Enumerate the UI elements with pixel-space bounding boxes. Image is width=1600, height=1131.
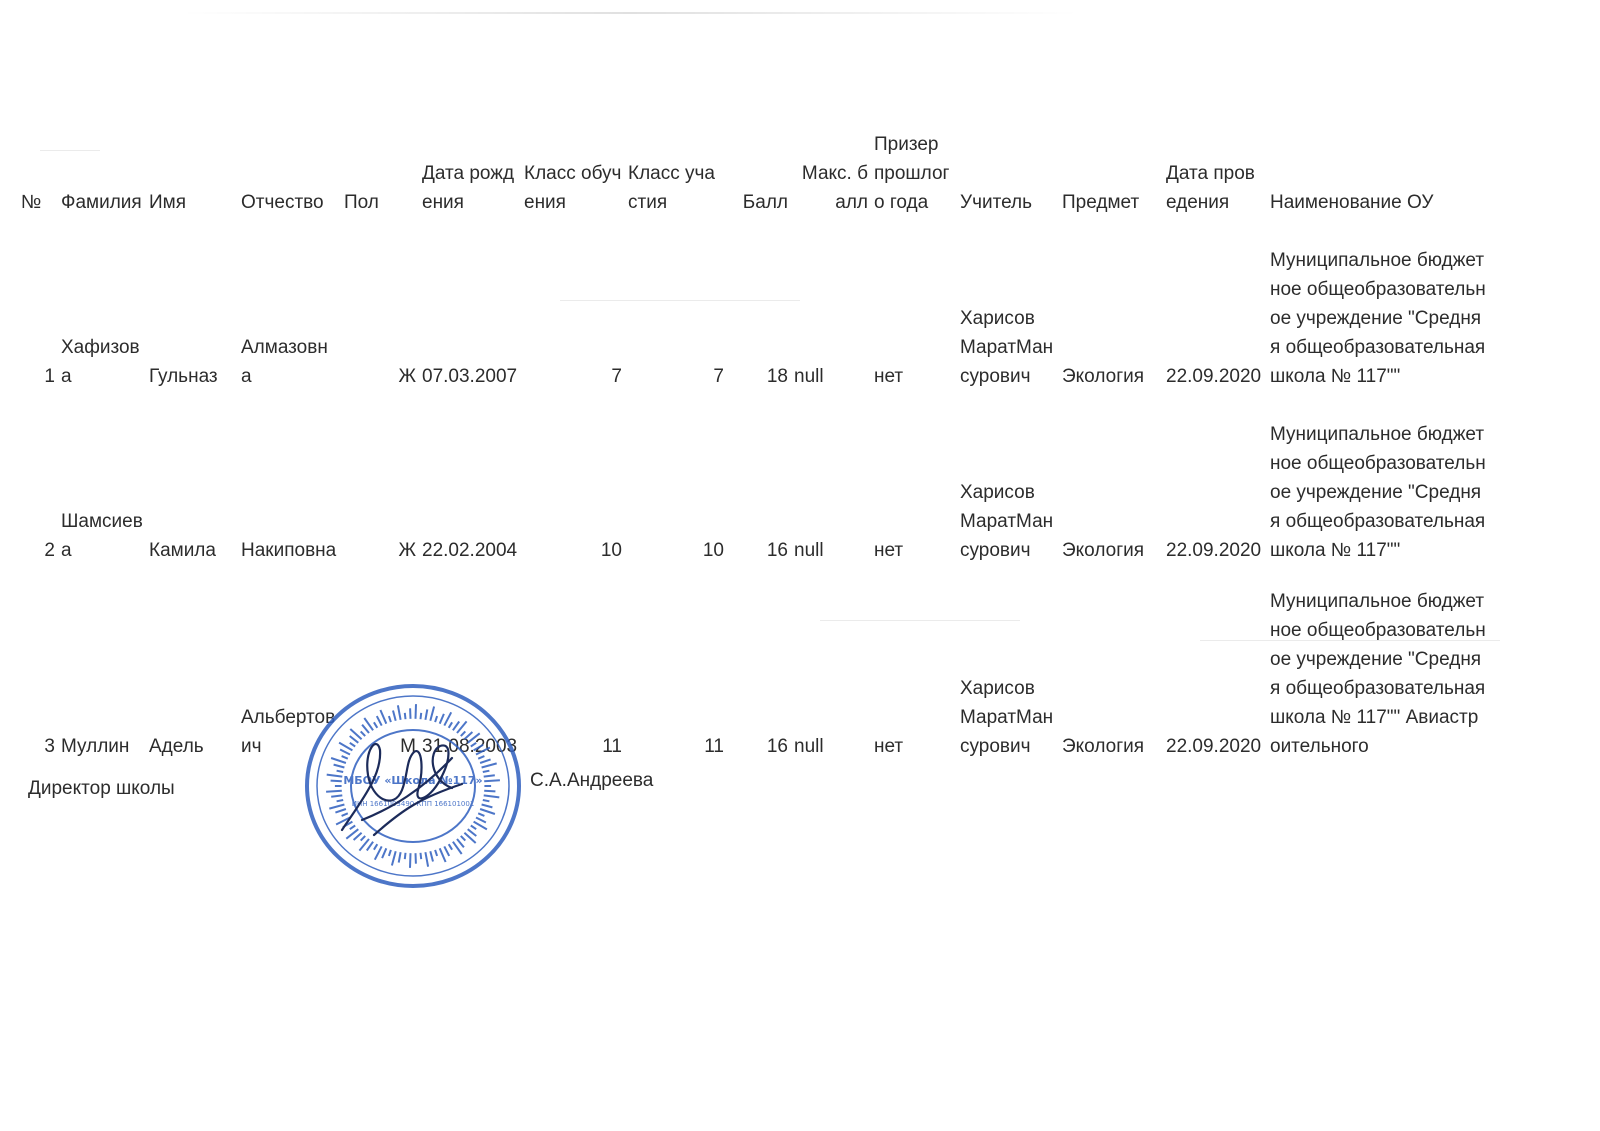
- table-header-row: [18, 130, 1491, 217]
- cell-subject: Экология: [1062, 366, 1145, 387]
- cell-date: 22.09.2020: [1166, 540, 1262, 561]
- seal-letter-mark: [361, 731, 366, 736]
- seal-letter-mark: [461, 731, 466, 736]
- seal-letter-mark: [331, 795, 342, 796]
- cell-teacher: Харисов МаратМансурович: [960, 308, 1054, 387]
- seal-letter-mark: [337, 771, 344, 772]
- cell-surname: Муллин: [61, 736, 130, 757]
- seal-letter-mark: [457, 839, 464, 847]
- seal-letter-mark: [389, 716, 391, 722]
- director-role-label: Директор школы: [28, 778, 175, 799]
- seal-letter-mark: [377, 716, 382, 726]
- cell-date: 22.09.2020: [1166, 736, 1262, 757]
- cell-number: 1: [44, 366, 55, 387]
- seal-letter-mark: [367, 842, 373, 851]
- seal-letter-mark: [478, 813, 484, 816]
- cell-score: 18: [766, 366, 788, 387]
- cell-participation-class: 7: [713, 366, 724, 387]
- seal-letter-mark: [326, 791, 342, 792]
- cell-teacher: Харисов МаратМансурович: [960, 482, 1054, 561]
- school-seal-stamp: [302, 680, 524, 892]
- seal-letter-mark: [382, 848, 386, 858]
- seal-letter-mark: [480, 759, 491, 763]
- seal-letter-mark: [380, 710, 386, 724]
- cell-max-score: null: [794, 366, 824, 387]
- seal-center-text: МБОУ «Школа №117»: [343, 774, 483, 787]
- cell-sex: Ж: [398, 366, 416, 387]
- cell-number: 3: [44, 736, 55, 757]
- cell-max-score: null: [794, 736, 824, 757]
- seal-letter-mark: [468, 829, 477, 836]
- seal-letter-mark: [361, 836, 366, 841]
- cell-last-year-winner: нет: [874, 540, 904, 561]
- director-name: С.А.Андреева: [530, 770, 654, 791]
- col-header-teacher: Учитель: [960, 192, 1032, 213]
- col-header-participation-class: Класс участия: [628, 163, 715, 213]
- cell-surname: Шамсиева: [61, 511, 143, 561]
- table-row: [18, 391, 1491, 565]
- cell-birthdate: 22.02.2004: [422, 540, 518, 561]
- cell-number: 2: [44, 540, 55, 561]
- col-header-patronymic: Отчество: [241, 192, 324, 213]
- seal-letter-mark: [425, 852, 428, 867]
- seal-letter-mark: [362, 725, 369, 733]
- seal-letter-mark: [430, 707, 434, 721]
- cell-participation-class: 11: [704, 736, 724, 757]
- cell-school: Муниципальное бюджетное общеобразовательное учреждение "Средняя общеобразовательная школа № 117"" Авиастроительного: [1270, 591, 1486, 757]
- seal-letter-mark: [393, 711, 396, 721]
- seal-letter-mark: [340, 750, 350, 755]
- col-header-score: Балл: [742, 192, 788, 213]
- cell-name: Адель: [149, 736, 204, 757]
- seal-letter-mark: [483, 771, 490, 772]
- cell-study-class: 7: [611, 366, 622, 387]
- seal-letter-mark: [483, 800, 490, 801]
- seal-letter-mark: [440, 848, 446, 862]
- cell-score: 16: [766, 540, 788, 561]
- cell-sex: Ж: [398, 540, 416, 561]
- seal-letter-mark: [398, 705, 401, 720]
- seal-letter-mark: [461, 836, 466, 841]
- seal-letter-mark: [484, 791, 495, 792]
- col-header-date: Дата проведения: [1166, 163, 1255, 213]
- seal-letter-mark: [331, 781, 342, 782]
- cell-subject: Экология: [1062, 540, 1145, 561]
- seal-letter-mark: [410, 853, 411, 868]
- seal-letter-mark: [425, 709, 427, 719]
- seal-letter-mark: [478, 756, 484, 759]
- seal-letter-mark: [430, 851, 433, 861]
- seal-letter-mark: [435, 850, 437, 856]
- seal-letter-mark: [342, 756, 348, 759]
- seal-letter-mark: [350, 743, 355, 747]
- cell-sex: М: [400, 736, 416, 757]
- cell-last-year-winner: нет: [874, 366, 904, 387]
- seal-letter-mark: [482, 763, 497, 767]
- cell-score: 16: [766, 736, 788, 757]
- seal-letter-mark: [399, 852, 401, 862]
- table-row: [18, 565, 1491, 761]
- cell-name: Камила: [149, 540, 216, 561]
- col-header-surname: Фамилия: [61, 192, 142, 213]
- scan-artifact-line: [180, 12, 1080, 14]
- seal-letter-mark: [476, 818, 486, 823]
- seal-letter-mark: [421, 713, 422, 719]
- seal-letter-mark: [440, 714, 444, 724]
- cell-school: Муниципальное бюджетное общеобразовательное учреждение "Средняя общеобразовательная школа № 117"": [1270, 424, 1486, 561]
- seal-letter-mark: [464, 732, 472, 739]
- seal-letter-mark: [474, 745, 484, 751]
- seal-letter-mark: [421, 853, 422, 859]
- cell-last-year-winner: нет: [874, 736, 904, 757]
- seal-letter-mark: [449, 844, 452, 850]
- seal-letter-mark: [350, 736, 359, 743]
- seal-letter-mark: [484, 795, 500, 797]
- seal-letter-mark: [482, 805, 493, 808]
- seal-letter-mark: [374, 722, 377, 728]
- seal-letter-mark: [484, 775, 495, 776]
- seal-letter-mark: [405, 853, 406, 859]
- col-header-sex: Пол: [344, 192, 379, 213]
- col-header-last-year-winner: Призер прошлого года: [874, 134, 950, 213]
- cell-study-class: 11: [602, 736, 622, 757]
- col-header-birthdate: Дата рождения: [422, 163, 515, 213]
- cell-date: 22.09.2020: [1166, 366, 1262, 387]
- col-header-number: №: [21, 192, 42, 213]
- seal-letter-mark: [484, 780, 500, 781]
- table-row: [18, 217, 1491, 391]
- cell-study-class: 10: [600, 540, 622, 561]
- cell-birthdate: 31.08.2003: [422, 736, 518, 757]
- cell-name: Гульназ: [149, 366, 218, 387]
- seal-letter-mark: [444, 846, 449, 856]
- seal-letter-mark: [471, 743, 476, 747]
- seal-letter-mark: [334, 765, 345, 768]
- col-header-study-class: Класс обучения: [524, 163, 622, 213]
- seal-letter-mark: [435, 716, 437, 722]
- seal-letter-mark: [354, 833, 362, 840]
- seal-letter-mark: [342, 813, 348, 816]
- seal-letter-mark: [331, 758, 346, 763]
- seal-letter-mark: [392, 851, 396, 865]
- seal-letter-mark: [327, 775, 343, 777]
- seal-letter-mark: [405, 713, 406, 719]
- col-header-max-score: Макс. балл: [801, 163, 868, 213]
- participants-table: [18, 130, 1491, 761]
- seal-letter-mark: [335, 809, 346, 813]
- cell-patronymic: Алмазовна: [241, 337, 328, 387]
- seal-letter-mark: [471, 826, 476, 830]
- seal-letter-mark: [337, 800, 344, 801]
- seal-letter-mark: [416, 704, 417, 719]
- seal-bottom-text: ИНН 1661003490 КПП 166101001: [351, 800, 475, 808]
- col-header-name: Имя: [149, 192, 187, 213]
- seal-letter-mark: [449, 722, 452, 728]
- cell-max-score: null: [794, 540, 824, 561]
- col-header-school: Наименование ОУ: [1270, 192, 1434, 213]
- seal-letter-mark: [453, 722, 459, 731]
- seal-letter-mark: [350, 826, 355, 830]
- cell-school: Муниципальное бюджетное общеобразовательное учреждение "Средняя общеобразовательная школа № 117"": [1270, 250, 1486, 387]
- cell-birthdate: 07.03.2007: [422, 366, 518, 387]
- cell-subject: Экология: [1062, 736, 1145, 757]
- cell-teacher: Харисов МаратМансурович: [960, 678, 1054, 757]
- col-header-subject: Предмет: [1062, 192, 1140, 213]
- cell-participation-class: 10: [702, 540, 724, 561]
- seal-letter-mark: [374, 844, 377, 850]
- seal-letter-mark: [389, 850, 391, 856]
- cell-patronymic: Накиповна: [241, 540, 337, 561]
- seal-letter-mark: [329, 805, 344, 809]
- cell-surname: Хафизова: [61, 337, 140, 387]
- cell-patronymic: Альбертович: [241, 707, 336, 757]
- seal-letter-mark: [480, 809, 495, 814]
